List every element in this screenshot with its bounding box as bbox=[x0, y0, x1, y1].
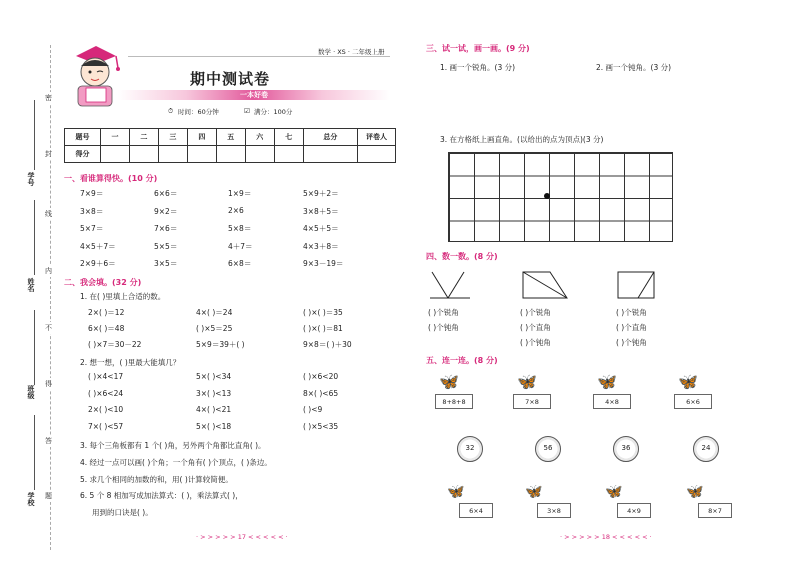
score-header-cell: 四 bbox=[187, 129, 216, 146]
full-score-label: 满分：100分 bbox=[254, 108, 293, 116]
score-value-row bbox=[65, 146, 396, 163]
score-cell[interactable] bbox=[129, 146, 158, 163]
arith-item: 9×2＝ bbox=[154, 206, 178, 216]
fill-item: ( )<9 bbox=[303, 405, 323, 414]
bottom-card[interactable]: 4×9 bbox=[617, 503, 651, 518]
fill-item: ( )×5<35 bbox=[303, 421, 339, 431]
score-cell[interactable] bbox=[245, 146, 274, 163]
score-header-cell: 二 bbox=[129, 129, 158, 146]
field-school: 学校 bbox=[27, 492, 35, 506]
square-grid[interactable] bbox=[448, 152, 673, 242]
page-number-right: · > > > > > 18 < < < < < · bbox=[560, 533, 652, 541]
fill-item: ( )×6<20 bbox=[303, 372, 339, 381]
clock-icon: ⏱ bbox=[168, 107, 174, 115]
arith-item: 5×5＝ bbox=[154, 241, 178, 251]
section-5-title: 五、连一连。(8 分) bbox=[426, 356, 498, 365]
mascot-illustration bbox=[66, 42, 124, 108]
binding-char: 线 bbox=[45, 210, 52, 218]
angle-figure-2 bbox=[520, 270, 570, 300]
count-line: ( )个锐角 bbox=[520, 308, 551, 317]
arith-item: 7×6＝ bbox=[154, 224, 178, 233]
score-cell[interactable] bbox=[358, 146, 396, 163]
bottom-card[interactable]: 3×8 bbox=[537, 503, 571, 518]
flower-number[interactable]: 24 bbox=[693, 436, 719, 462]
top-card[interactable]: 6×6 bbox=[674, 394, 712, 409]
time-label: 时间：60分钟 bbox=[178, 108, 219, 116]
butterfly-icon: 🦋 bbox=[439, 372, 459, 391]
count-line: ( )个钝角 bbox=[520, 338, 551, 347]
question-2-4: 4. 经过一点可以画( )个角；一个角有( )个顶点，( )条边。 bbox=[80, 458, 272, 467]
arith-item: 5×7＝ bbox=[80, 224, 104, 233]
page-number-left: · > > > > > 17 < < < < < · bbox=[196, 533, 288, 541]
question-2-6a: 6. 5 个 8 相加写成加法算式：( )，乘法算式( )， bbox=[80, 491, 243, 500]
fill-item: 2×( )＝12 bbox=[88, 308, 125, 317]
question-2-2: 2. 想一想，( )里最大能填几？ bbox=[80, 358, 181, 367]
butterfly-icon: 🦋 bbox=[447, 484, 465, 500]
field-line bbox=[34, 415, 35, 490]
score-cell[interactable] bbox=[303, 146, 357, 163]
angle-figure-1 bbox=[428, 270, 472, 300]
arith-item: 3×8＋5＝ bbox=[303, 206, 339, 216]
arith-item: 4×5＋7＝ bbox=[80, 241, 116, 251]
fill-item: ( )×4<17 bbox=[88, 372, 124, 381]
page-title: 期中测试卷 bbox=[190, 70, 271, 88]
flower-number[interactable]: 36 bbox=[613, 436, 639, 462]
fill-item: ( )×( )＝35 bbox=[303, 308, 343, 317]
arith-item: 6×6＝ bbox=[154, 189, 178, 198]
score-header-cell: 总分 bbox=[303, 129, 357, 146]
arith-item: 3×5＝ bbox=[154, 259, 178, 268]
score-header-cell: 七 bbox=[274, 129, 303, 146]
fill-item: ( )×5＝25 bbox=[196, 324, 233, 333]
fill-item: ( )×7＝30－22 bbox=[88, 340, 142, 349]
score-row-label: 得分 bbox=[65, 146, 101, 163]
count-line: ( )个钝角 bbox=[616, 338, 647, 347]
angle-figure-3 bbox=[616, 270, 656, 300]
top-card[interactable]: 7×8 bbox=[513, 394, 551, 409]
fill-item: 9×8＝( )＋30 bbox=[303, 340, 352, 349]
bottom-card[interactable]: 6×4 bbox=[459, 503, 493, 518]
section-2-title: 二、我会填。(32 分) bbox=[64, 278, 142, 287]
vertex-dot bbox=[544, 193, 550, 199]
bottom-card[interactable]: 8×7 bbox=[698, 503, 732, 518]
binding-char: 不 bbox=[45, 324, 52, 332]
arith-item: 6×8＝ bbox=[228, 259, 252, 268]
field-line bbox=[34, 100, 35, 170]
arith-item: 4×5＋5＝ bbox=[303, 224, 339, 233]
fill-item: 8×( )<65 bbox=[303, 388, 339, 398]
score-header-cell: 题号 bbox=[65, 129, 101, 146]
arith-item: 9×3－19＝ bbox=[303, 259, 344, 268]
question-2-1: 1. 在( )里填上合适的数。 bbox=[80, 292, 166, 301]
arith-item: 5×9＋2＝ bbox=[303, 189, 339, 198]
score-header-cell: 三 bbox=[158, 129, 187, 146]
binding-char: 封 bbox=[45, 150, 52, 158]
arith-item: 3×8＝ bbox=[80, 206, 104, 216]
question-3-1: 1. 画一个锐角。(3 分) bbox=[440, 63, 516, 72]
fill-item: ( )×6<24 bbox=[88, 388, 124, 398]
score-cell[interactable] bbox=[187, 146, 216, 163]
binding-char: 题 bbox=[45, 492, 52, 500]
series-label: 数学 · XS · 二年级上册 bbox=[318, 48, 385, 56]
butterfly-icon: 🦋 bbox=[597, 372, 617, 391]
fill-item: 7×( )<57 bbox=[88, 421, 124, 431]
count-line: ( )个钝角 bbox=[428, 323, 459, 332]
fill-item: 5×( )<18 bbox=[196, 421, 232, 431]
butterfly-icon: 🦋 bbox=[525, 484, 543, 500]
fill-item: 5×9＝39＋( ) bbox=[196, 340, 245, 349]
question-2-5: 5. 求几个相同的加数的和，用( )计算较简便。 bbox=[80, 475, 233, 484]
arith-item: 2×6 bbox=[228, 205, 244, 215]
score-cell[interactable] bbox=[274, 146, 303, 163]
arith-item: 7×9＝ bbox=[80, 189, 104, 198]
count-line: ( )个锐角 bbox=[616, 308, 647, 317]
question-3-3: 3. 在方格纸上画直角。(以给出的点为顶点)(3 分) bbox=[440, 135, 604, 144]
score-cell[interactable] bbox=[101, 146, 130, 163]
question-2-6b: 用到的口诀是( )。 bbox=[92, 508, 153, 517]
banner bbox=[118, 90, 390, 100]
arith-item: 5×8＝ bbox=[228, 224, 252, 233]
fill-item: 6×( )＝48 bbox=[88, 324, 125, 333]
header-rule bbox=[128, 56, 390, 57]
score-header-cell: 一 bbox=[101, 129, 130, 146]
arith-item: 1×9＝ bbox=[228, 189, 252, 198]
fill-item: ( )×( )＝81 bbox=[303, 324, 343, 333]
fill-item: 4×( )＝24 bbox=[196, 308, 233, 317]
count-line: ( )个直角 bbox=[616, 323, 647, 332]
score-header-row bbox=[65, 129, 396, 146]
score-header-cell: 六 bbox=[245, 129, 274, 146]
butterfly-icon: 🦋 bbox=[678, 372, 698, 391]
butterfly-icon: 🦋 bbox=[517, 372, 537, 391]
section-4-title: 四、数一数。(8 分) bbox=[426, 252, 498, 261]
top-card[interactable]: 4×8 bbox=[593, 394, 631, 409]
butterfly-icon: 🦋 bbox=[686, 484, 704, 500]
section-3-title: 三、试一试，画一画。(9 分) bbox=[426, 44, 530, 53]
arith-item: 4×3＋8＝ bbox=[303, 241, 339, 251]
score-table bbox=[64, 128, 396, 163]
field-class: 班级 bbox=[27, 385, 35, 399]
field-student-id: 学号 bbox=[27, 172, 35, 186]
arith-item: 4＋7＝ bbox=[228, 241, 253, 251]
check-icon: ☑ bbox=[244, 107, 250, 115]
fill-item: 4×( )<21 bbox=[196, 405, 232, 414]
score-header-cell: 五 bbox=[216, 129, 245, 146]
top-card[interactable]: 8+8+8 bbox=[435, 394, 473, 409]
field-line bbox=[34, 200, 35, 275]
flower-number[interactable]: 32 bbox=[457, 436, 483, 462]
flower-number[interactable]: 56 bbox=[535, 436, 561, 462]
binding-char: 密 bbox=[45, 94, 52, 102]
arith-item: 2×9＋6＝ bbox=[80, 259, 116, 268]
binding-char: 得 bbox=[45, 380, 52, 388]
score-cell[interactable] bbox=[216, 146, 245, 163]
binding-char: 内 bbox=[45, 267, 52, 275]
field-line bbox=[34, 310, 35, 385]
binding-dashed-line bbox=[50, 45, 51, 550]
count-line: ( )个直角 bbox=[520, 323, 551, 332]
question-3-2: 2. 画一个钝角。(3 分) bbox=[596, 63, 672, 72]
field-name: 姓名 bbox=[27, 278, 35, 292]
banner-text: 一本好卷 bbox=[240, 91, 268, 99]
score-cell[interactable] bbox=[158, 146, 187, 163]
fill-item: 3×( )<13 bbox=[196, 388, 232, 398]
question-2-3: 3. 每个三角板都有 1 个( )角，另外两个角都比直角( )。 bbox=[80, 441, 266, 450]
binding-char: 答 bbox=[45, 437, 52, 445]
fill-item: 5×( )<34 bbox=[196, 372, 232, 381]
butterfly-icon: 🦋 bbox=[605, 484, 623, 500]
score-header-cell: 评卷人 bbox=[358, 129, 396, 146]
count-line: ( )个锐角 bbox=[428, 308, 459, 317]
section-1-title: 一、看谁算得快。(10 分) bbox=[64, 174, 158, 183]
fill-item: 2×( )<10 bbox=[88, 405, 124, 414]
